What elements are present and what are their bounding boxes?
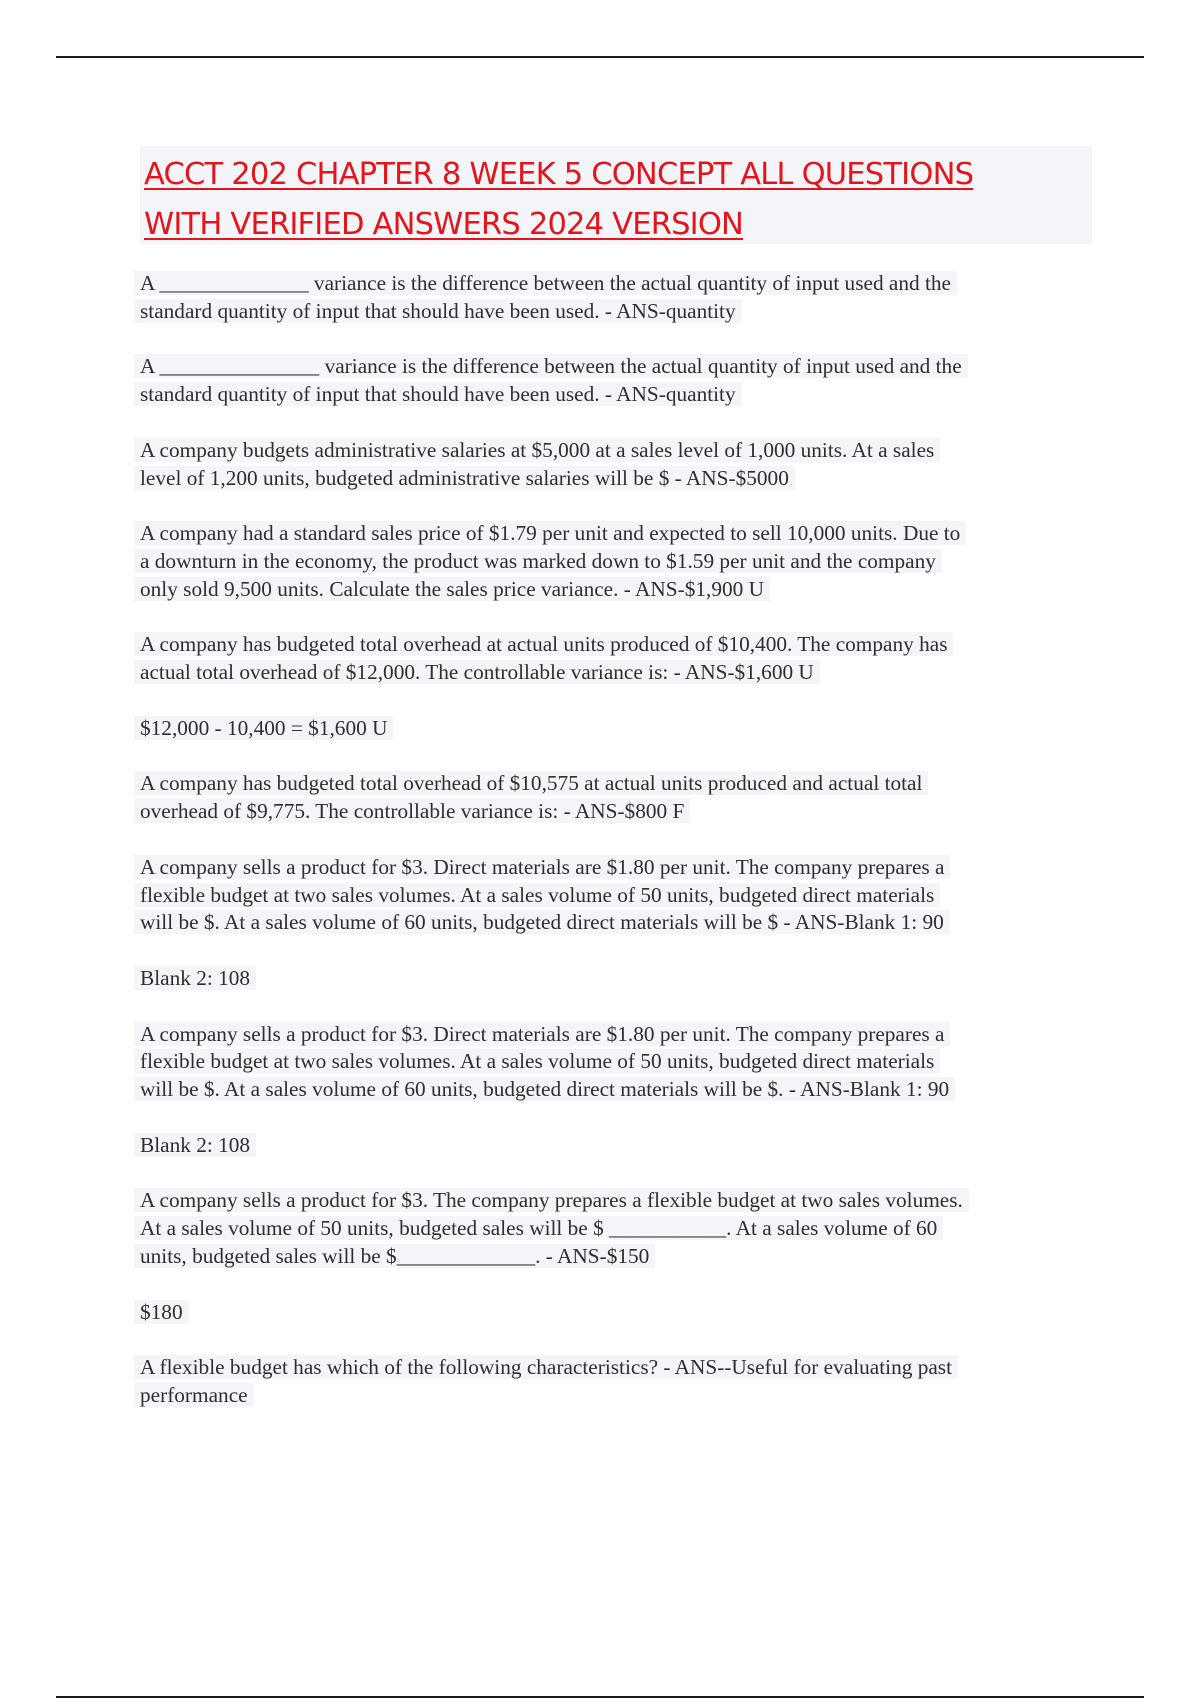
qa-line: standard quantity of input that should have been used. - ANS-quantity xyxy=(134,382,742,406)
qa-paragraph xyxy=(140,437,1100,492)
qa-line: units, budgeted sales will be $_____________. - ANS-$150 xyxy=(134,1244,655,1268)
qa-line: overhead of $9,775. The controllable variance is: - ANS-$800 F xyxy=(134,799,690,823)
qa-paragraph xyxy=(140,770,1100,825)
qa-line: A company had a standard sales price of $1.79 per unit and expected to sell 10,000 units. Due to xyxy=(134,521,966,545)
qa-paragraph xyxy=(140,1299,1100,1327)
top-rule xyxy=(56,56,1144,58)
qa-paragraph xyxy=(140,1354,1100,1409)
qa-paragraph xyxy=(140,631,1100,686)
qa-line: A ______________ variance is the difference between the actual quantity of input used and the xyxy=(134,271,957,295)
qa-line: flexible budget at two sales volumes. At a sales volume of 50 units, budgeted direct materials xyxy=(134,1049,940,1073)
qa-line: level of 1,200 units, budgeted administrative salaries will be $ - ANS-$5000 xyxy=(134,466,795,490)
qa-paragraph xyxy=(140,1187,1100,1270)
qa-paragraph xyxy=(140,854,1100,937)
qa-line: actual total overhead of $12,000. The controllable variance is: - ANS-$1,600 U xyxy=(134,660,820,684)
qa-line: will be $. At a sales volume of 60 units, budgeted direct materials will be $ - ANS-Blank 1: 90 xyxy=(134,910,950,934)
qa-line: performance xyxy=(134,1383,254,1407)
qa-line: $180 xyxy=(134,1300,189,1324)
document-title xyxy=(144,150,973,250)
qa-paragraph xyxy=(140,1132,1100,1160)
qa-line: A company sells a product for $3. The company prepares a flexible budget at two sales volumes. xyxy=(134,1188,969,1212)
qa-line: A company budgets administrative salaries at $5,000 at a sales level of 1,000 units. At a sales xyxy=(134,438,940,462)
qa-paragraph xyxy=(140,715,1100,743)
title-line-2: WITH VERIFIED ANSWERS 2024 VERSION xyxy=(144,207,744,242)
qa-paragraph xyxy=(140,520,1100,603)
qa-line: A flexible budget has which of the following characteristics? - ANS--Useful for evaluating past xyxy=(134,1355,958,1379)
bottom-rule xyxy=(56,1696,1144,1698)
qa-line: At a sales volume of 50 units, budgeted sales will be $ ___________. At a sales volume of 60 xyxy=(134,1216,943,1240)
qa-line: a downturn in the economy, the product was marked down to $1.59 per unit and the company xyxy=(134,549,942,573)
qa-line: will be $. At a sales volume of 60 units, budgeted direct materials will be $. - ANS-Blank 1: 90 xyxy=(134,1077,955,1101)
qa-line: A company has budgeted total overhead of $10,575 at actual units produced and actual total xyxy=(134,771,928,795)
qa-line: $12,000 - 10,400 = $1,600 U xyxy=(134,716,393,740)
qa-line: A _______________ variance is the difference between the actual quantity of input used and the xyxy=(134,354,968,378)
qa-line: A company has budgeted total overhead at actual units produced of $10,400. The company has xyxy=(134,632,953,656)
qa-paragraph xyxy=(140,965,1100,993)
qa-line: A company sells a product for $3. Direct materials are $1.80 per unit. The company prepares a xyxy=(134,855,950,879)
qa-list xyxy=(140,270,1100,1438)
qa-line: only sold 9,500 units. Calculate the sales price variance. - ANS-$1,900 U xyxy=(134,577,770,601)
qa-paragraph xyxy=(140,353,1100,408)
qa-paragraph xyxy=(140,270,1100,325)
title-line-1: ACCT 202 CHAPTER 8 WEEK 5 CONCEPT ALL QUESTIONS xyxy=(144,157,974,192)
qa-line: Blank 2: 108 xyxy=(134,1133,256,1157)
qa-line: flexible budget at two sales volumes. At a sales volume of 50 units, budgeted direct materials xyxy=(134,883,940,907)
qa-line: standard quantity of input that should have been used. - ANS-quantity xyxy=(134,299,742,323)
title-block xyxy=(140,146,1092,244)
qa-line: Blank 2: 108 xyxy=(134,966,256,990)
qa-line: A company sells a product for $3. Direct materials are $1.80 per unit. The company prepares a xyxy=(134,1022,950,1046)
qa-paragraph xyxy=(140,1021,1100,1104)
